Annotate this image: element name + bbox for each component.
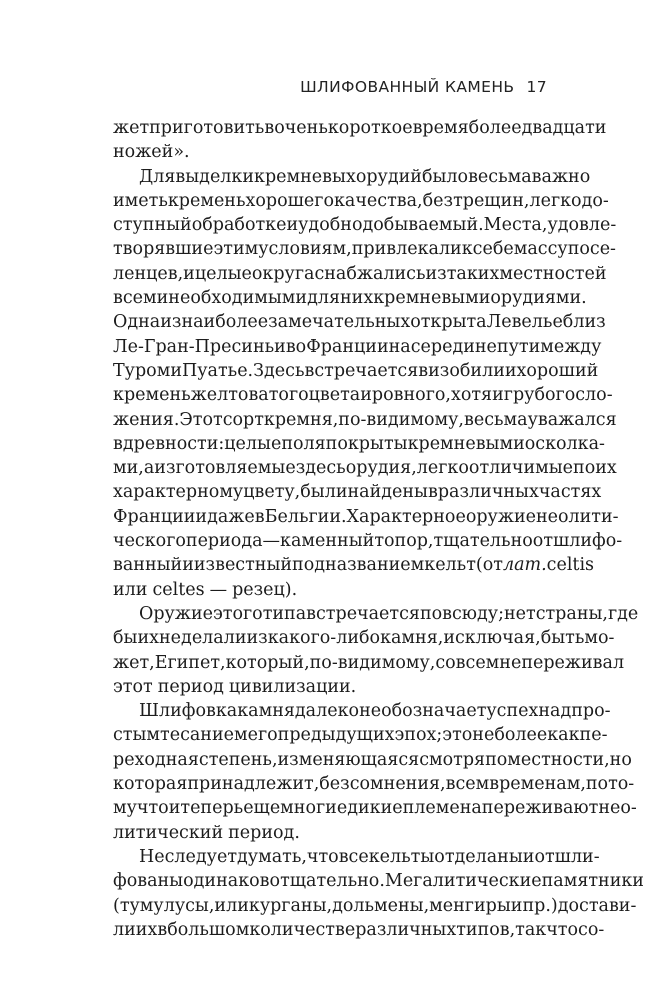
word: многие <box>280 798 348 819</box>
word: были <box>300 482 348 503</box>
word: дикие <box>347 798 403 819</box>
word: этот <box>113 676 153 697</box>
word: и <box>170 360 182 381</box>
word: более <box>468 118 522 138</box>
word: различных <box>355 919 457 940</box>
word: Характерное <box>346 506 466 527</box>
word: со- <box>578 919 605 940</box>
word: до- <box>581 190 609 211</box>
word: Места, <box>483 215 548 236</box>
word: тесанием <box>160 725 248 746</box>
word: период. <box>228 822 300 843</box>
word: выделки <box>175 166 255 187</box>
word: хорошего <box>245 190 334 211</box>
word: думать, <box>237 846 307 867</box>
word: короткое <box>327 118 413 138</box>
word: переживают <box>481 798 599 819</box>
word: во <box>285 336 307 357</box>
word: цвета <box>308 385 361 406</box>
word: как <box>547 725 580 746</box>
text-line <box>113 651 625 675</box>
word: предыдущих <box>277 725 395 746</box>
word: в <box>113 433 123 454</box>
word: качества, <box>333 190 423 211</box>
word: повсюду; <box>419 603 504 624</box>
word: Для <box>139 166 176 187</box>
text-line <box>113 310 606 334</box>
word: celtes <box>152 579 205 600</box>
text-line <box>113 529 623 553</box>
word: их <box>595 458 617 479</box>
word: или <box>214 895 249 916</box>
word: celtis <box>546 555 595 576</box>
word: кремневыми <box>373 288 491 309</box>
word: кремень <box>113 385 191 406</box>
word: дольмены, <box>332 895 430 916</box>
word: одинаково <box>183 871 281 892</box>
word: периода <box>185 531 263 552</box>
text-line <box>113 699 611 723</box>
word: ровного, <box>371 385 451 406</box>
word: его <box>247 725 278 746</box>
word: из <box>246 628 268 649</box>
word: сомнения, <box>349 774 446 795</box>
word: ли <box>113 919 136 940</box>
text-line <box>113 237 616 261</box>
word: ванный <box>113 555 183 576</box>
word: что <box>546 919 579 940</box>
word: достави- <box>557 895 637 916</box>
word: Здесь <box>253 360 305 381</box>
word: памятники <box>541 871 644 892</box>
word: к <box>461 239 473 260</box>
word: — <box>209 579 228 600</box>
word: смотря <box>419 749 486 770</box>
word: изготовляемые <box>154 458 296 479</box>
word: для <box>307 288 340 309</box>
word: покрыты <box>325 433 408 454</box>
word: этого <box>212 603 263 624</box>
word: легко <box>529 190 582 211</box>
word: жет, <box>113 652 155 673</box>
word: посе- <box>567 239 616 260</box>
word: Египет, <box>154 652 226 673</box>
word: найдены <box>347 482 428 503</box>
word: страны, <box>535 603 608 624</box>
word: весьма <box>468 166 532 187</box>
text-line <box>113 602 639 626</box>
word: над <box>538 701 572 722</box>
word: их <box>135 919 158 940</box>
word: близ <box>562 312 606 333</box>
word: и <box>510 895 523 916</box>
word: в <box>264 118 275 138</box>
word: известный <box>193 555 293 576</box>
word: открыта <box>410 312 487 333</box>
word: нео- <box>598 798 637 819</box>
word: хороший <box>516 360 599 381</box>
word: где <box>607 603 639 624</box>
word: племена <box>402 798 482 819</box>
word: встречается <box>306 603 420 624</box>
text-line <box>113 675 550 699</box>
word: кельт <box>424 555 476 576</box>
word: ми, <box>113 458 144 479</box>
text-line <box>113 286 587 310</box>
word: но <box>609 749 632 770</box>
word: на <box>388 336 411 357</box>
word: характерному <box>113 482 244 503</box>
word: без <box>319 774 350 795</box>
word: обработке <box>191 215 287 236</box>
word: резец). <box>232 579 298 600</box>
word: не <box>472 725 495 746</box>
word: по <box>485 749 508 770</box>
word: из <box>425 263 447 284</box>
text-line <box>113 723 608 747</box>
word: и <box>182 555 194 576</box>
word: ческого <box>113 531 186 552</box>
word: Туром <box>113 360 171 381</box>
word: камня <box>237 701 295 722</box>
word: и <box>360 385 372 406</box>
word: так <box>515 919 547 940</box>
word: кельты <box>368 846 435 867</box>
word: осколка- <box>524 433 605 454</box>
text-line <box>113 918 605 942</box>
word: ленцев, <box>113 263 184 284</box>
word: пото- <box>585 774 635 795</box>
word: здесь <box>295 458 346 479</box>
running-head <box>300 78 547 96</box>
word: по <box>573 458 596 479</box>
word: отличимые <box>468 458 574 479</box>
word: ножей». <box>113 142 190 163</box>
word: очень <box>274 118 328 138</box>
word: местности, <box>507 749 610 770</box>
word: типа <box>262 603 307 624</box>
text-line <box>113 383 613 407</box>
word: топор, <box>374 531 434 552</box>
word: камня, <box>380 628 444 649</box>
word: степень, <box>198 749 278 770</box>
word: время <box>412 118 469 138</box>
word: важно <box>531 166 591 187</box>
word: кремень <box>167 190 246 211</box>
word: что <box>306 846 339 867</box>
word: и <box>522 846 535 867</box>
word: было <box>421 166 469 187</box>
word: принадлежит, <box>187 774 320 795</box>
word: Шлифовка <box>139 701 238 722</box>
word: Левелье <box>486 312 563 333</box>
word: эпох; <box>394 725 443 746</box>
word: Пуатье. <box>182 360 254 381</box>
word: желтоватого <box>190 385 309 406</box>
word: что <box>136 798 169 819</box>
word: и <box>183 263 195 284</box>
word: таких <box>446 263 500 284</box>
word: изменяющаяся <box>277 749 420 770</box>
word: замечательных <box>268 312 411 333</box>
word: не <box>359 701 382 722</box>
word: Этот <box>179 409 223 430</box>
word: который, <box>225 652 310 673</box>
word: иметь <box>113 190 168 211</box>
word: и <box>286 215 299 236</box>
text-line <box>113 772 635 796</box>
word: округа <box>251 263 315 284</box>
word: трещин, <box>453 190 530 211</box>
word: не <box>499 652 522 673</box>
word: местностей <box>499 263 607 284</box>
word: добываемый. <box>362 215 484 236</box>
text-line <box>113 869 644 893</box>
text-line <box>113 553 595 577</box>
word: далеко <box>294 701 360 722</box>
word: орудия, <box>345 458 417 479</box>
word: под <box>292 555 326 576</box>
running-head-title: ШЛИФОВАННЫЙ КАМЕНЬ <box>300 78 515 96</box>
word: оружие <box>465 506 536 527</box>
word: Не <box>139 846 165 867</box>
word: которая <box>113 774 188 795</box>
word: пр.) <box>522 895 558 916</box>
word: Мегалитические <box>384 871 542 892</box>
word: тщательно. <box>280 871 385 892</box>
word: сорт <box>222 409 264 430</box>
word: массу <box>513 239 568 260</box>
text-line <box>113 408 617 432</box>
word: неолити- <box>535 506 619 527</box>
word: Одна <box>113 312 161 333</box>
word: кремня, <box>263 409 339 430</box>
word: условиям, <box>258 239 352 260</box>
word: необходимыми <box>168 288 308 309</box>
word: и <box>492 385 504 406</box>
word: в <box>418 360 429 381</box>
text-line <box>113 578 550 602</box>
word: временам, <box>489 774 586 795</box>
word: успех <box>486 701 539 722</box>
text-line <box>113 432 605 456</box>
word: большом <box>167 919 250 940</box>
word: реходная <box>113 749 199 770</box>
text-line <box>113 480 602 504</box>
word: теперь <box>180 798 244 819</box>
text-line <box>113 796 637 820</box>
word: пе- <box>579 725 608 746</box>
word: жет <box>113 118 150 138</box>
word: ступный <box>113 215 192 236</box>
word: двадцати <box>521 118 607 138</box>
word: цвету, <box>243 482 301 503</box>
word: середине <box>410 336 497 357</box>
word: бы <box>113 628 138 649</box>
word: не <box>159 628 182 649</box>
word: а <box>143 458 155 479</box>
word: привлекали <box>351 239 462 260</box>
text-line <box>113 845 600 869</box>
word: следует <box>164 846 238 867</box>
word: грубого <box>503 385 576 406</box>
word: более <box>494 725 548 746</box>
word: снабжались <box>314 263 426 284</box>
word: в <box>157 919 168 940</box>
word: древности: <box>122 433 225 454</box>
word: делали <box>181 628 247 649</box>
word: менгиры <box>429 895 511 916</box>
word: приготовить <box>149 118 265 138</box>
word: себе <box>472 239 514 260</box>
word: изобилии <box>428 360 517 381</box>
word: них <box>340 288 374 309</box>
word: между <box>540 336 602 357</box>
word: сло- <box>575 385 613 406</box>
text-line <box>113 335 602 359</box>
word: пути <box>496 336 541 357</box>
text-line <box>113 140 550 164</box>
page-number: 17 <box>526 78 547 96</box>
word: по-видимому, <box>338 409 464 430</box>
word: кремневых <box>254 166 356 187</box>
word: их <box>137 628 160 649</box>
word: частях <box>538 482 602 503</box>
word: (тумулусы, <box>113 895 215 916</box>
text-line <box>113 894 637 918</box>
word: творявшие <box>113 239 214 260</box>
text-line <box>113 165 591 189</box>
word: количестве <box>249 919 356 940</box>
word: легко <box>416 458 469 479</box>
word: еще <box>243 798 281 819</box>
word: всем <box>445 774 490 795</box>
word: совсем <box>435 652 500 673</box>
word: про- <box>571 701 611 722</box>
text-line <box>113 116 607 140</box>
word: целые <box>194 263 252 284</box>
word: по-видимому, <box>309 652 436 673</box>
word: всеми <box>113 288 169 309</box>
text-line <box>113 262 607 286</box>
word: обозначает <box>381 701 487 722</box>
text-line <box>113 189 609 213</box>
word: Ле-Гран-Пресиньи <box>113 336 286 357</box>
word: исключая, <box>443 628 541 649</box>
word: весьма <box>463 409 528 430</box>
word: отшли- <box>534 846 600 867</box>
word: орудий <box>355 166 422 187</box>
word: наиболее <box>181 312 269 333</box>
word: литический <box>113 822 224 843</box>
word: целые <box>224 433 282 454</box>
word: стым <box>113 725 161 746</box>
word: Франции <box>113 506 196 527</box>
word: типов, <box>456 919 516 940</box>
body-text <box>113 116 644 942</box>
word: из <box>160 312 182 333</box>
word: лат. <box>502 555 547 576</box>
word: мо- <box>584 628 615 649</box>
word: нет <box>504 603 536 624</box>
word: или <box>113 579 148 600</box>
word: в <box>254 506 265 527</box>
word: — <box>262 531 281 552</box>
word: Бельгии. <box>264 506 347 527</box>
word: тщательно <box>433 531 533 552</box>
word: различных <box>437 482 539 503</box>
word: каменный <box>280 531 375 552</box>
text-line <box>113 626 615 650</box>
word: без <box>422 190 454 211</box>
word: фованы <box>113 871 184 892</box>
word: (от <box>475 555 503 576</box>
text-line <box>113 359 599 383</box>
word: все <box>338 846 369 867</box>
word: кремневыми <box>407 433 525 454</box>
word: и <box>195 506 208 527</box>
word: быть <box>540 628 585 649</box>
word: уважался <box>527 409 617 430</box>
word: переживал <box>521 652 625 673</box>
word: какого-либо <box>267 628 381 649</box>
word: цивилизации. <box>228 676 357 697</box>
word: отделаны <box>434 846 523 867</box>
text-line <box>113 821 550 845</box>
word: даже <box>207 506 255 527</box>
word: орудиями. <box>490 288 587 309</box>
word: в <box>428 482 438 503</box>
word: удовле- <box>547 215 617 236</box>
text-line <box>113 456 617 480</box>
word: курганы, <box>248 895 333 916</box>
word: отшлифо- <box>532 531 623 552</box>
word: Франции <box>306 336 389 357</box>
word: му <box>113 798 137 819</box>
text-line <box>113 213 617 237</box>
word: поля <box>281 433 326 454</box>
word: названием <box>325 555 425 576</box>
word: и <box>168 798 181 819</box>
word: встречается <box>304 360 419 381</box>
text-line <box>113 505 619 529</box>
text-line <box>113 748 632 772</box>
word: этим <box>213 239 259 260</box>
word: это <box>442 725 473 746</box>
word: удобно <box>298 215 363 236</box>
word: хотя <box>450 385 493 406</box>
word: Оружие <box>139 603 213 624</box>
word: период <box>157 676 224 697</box>
word: жения. <box>113 409 180 430</box>
